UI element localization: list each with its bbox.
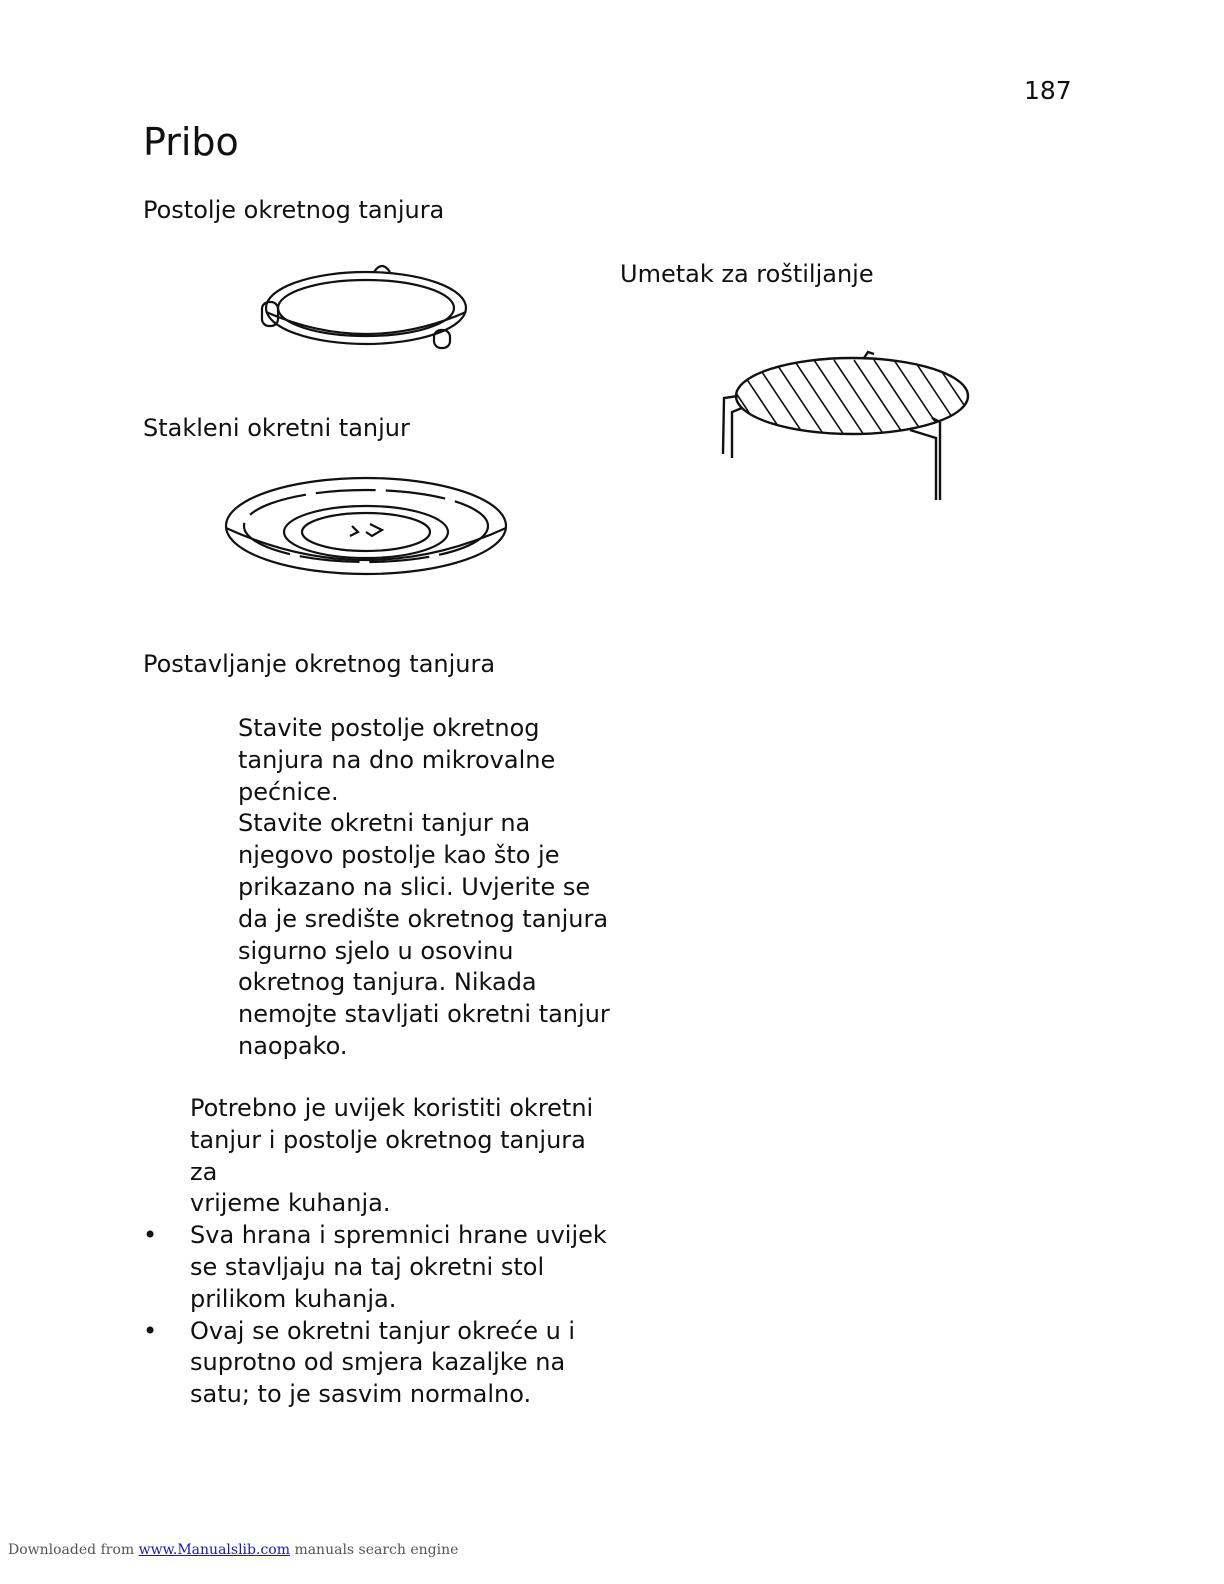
roller-ring-illustration: [258, 258, 474, 354]
instruction-line: tanjura na dno mikrovalne: [238, 745, 556, 774]
note-bullet-item: [143, 1220, 610, 1315]
glass-tray-heading: Stakleni okretni tanjur: [143, 414, 410, 442]
note-bullet-line: prilikom kuhanja.: [190, 1284, 397, 1313]
instruction-line: Stavite okretni tanjur na: [238, 809, 531, 838]
note-bullet-line: suprotno od smjera kazaljke na: [190, 1348, 566, 1377]
grill-rack-heading: Umetak za roštiljanje: [620, 260, 874, 288]
roller-ring-heading: Postolje okretnog tanjura: [143, 196, 445, 224]
instruction-line: njegovo postolje kao što je: [238, 841, 560, 870]
instruction-line: pećnice.: [238, 777, 339, 806]
instruction-line: nemojte stavljati okretni tanjur: [238, 1000, 610, 1029]
instruction-line: da je središte okretnog tanjura: [238, 904, 609, 933]
note-intro-line: vrijeme kuhanja.: [190, 1189, 391, 1218]
installation-heading: Postavljanje okretnog tanjura: [143, 650, 496, 678]
manualslib-link[interactable]: www.Manualslib.com: [138, 1542, 290, 1558]
bullet-marker: •: [143, 1221, 158, 1250]
bullet-marker: •: [143, 1316, 158, 1345]
instruction-line: Stavite postolje okretnog: [238, 714, 540, 742]
installation-instructions: [238, 713, 618, 1063]
glass-tray-illustration: [224, 474, 510, 588]
note-bullet-item: [143, 1316, 610, 1411]
footer-suffix: manuals search engine: [294, 1542, 459, 1558]
instruction-line: sigurno sjelo u osovinu: [238, 936, 514, 965]
note-bullet-line: Ovaj se okretni tanjur okreće u i: [190, 1316, 576, 1345]
instruction-line: prikazano na slici. Uvjerite se: [238, 872, 591, 901]
page-title: Pribo: [143, 120, 239, 164]
grill-rack-illustration: [714, 350, 976, 506]
usage-notes: [143, 1093, 610, 1411]
footer-prefix: Downloaded from: [8, 1542, 135, 1558]
note-intro-line: Potrebno je uvijek koristiti okretni: [190, 1094, 594, 1122]
note-bullet-line: se stavljaju na taj okretni stol: [190, 1252, 545, 1281]
note-bullet-line: satu; to je sasvim normalno.: [190, 1380, 532, 1409]
instruction-line: okretnog tanjura. Nikada: [238, 968, 537, 997]
page-number: 187: [1024, 76, 1072, 105]
note-intro-line: tanjur i postolje okretnog tanjura za: [190, 1125, 586, 1186]
instruction-line: naopako.: [238, 1031, 348, 1060]
note-bullet-line: Sva hrana i spremnici hrane uvijek: [190, 1221, 607, 1250]
download-footer: [8, 1542, 458, 1558]
